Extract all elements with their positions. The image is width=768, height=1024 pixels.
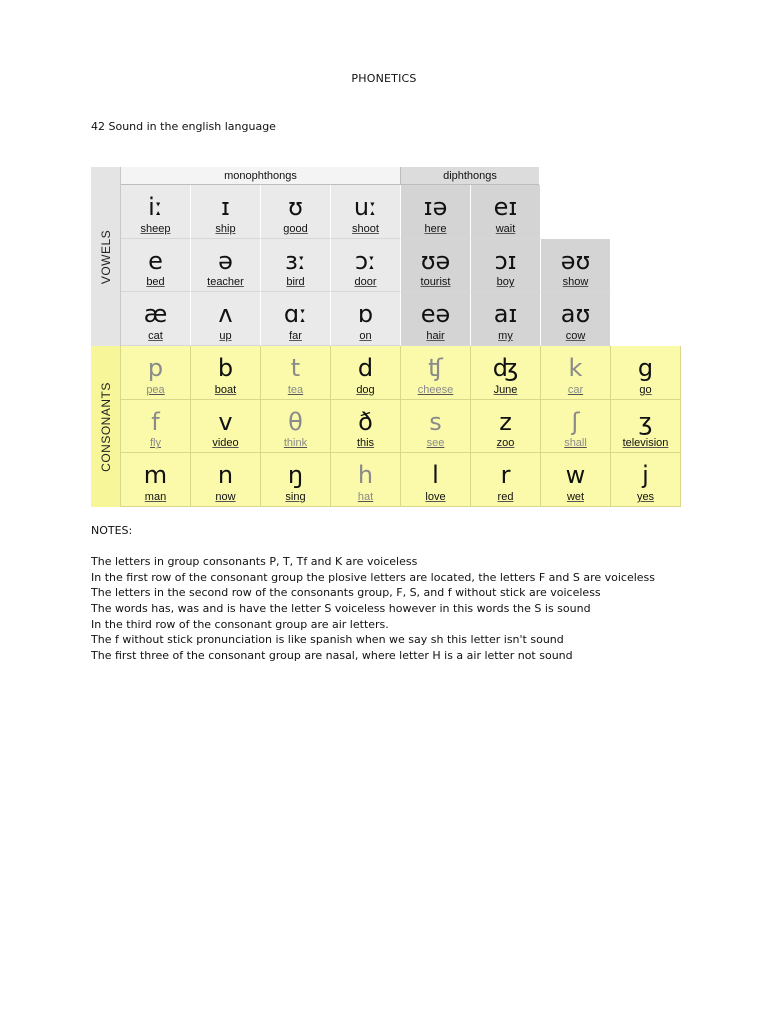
example-word: cheese — [417, 383, 454, 396]
consonant-cell — [471, 400, 541, 454]
example-word: yes — [636, 491, 655, 504]
example-word: dog — [356, 383, 375, 396]
phoneme-symbol: t — [290, 354, 301, 382]
example-word: now — [215, 491, 236, 504]
example-word: tea — [287, 383, 304, 396]
diphthong-cell — [471, 185, 541, 239]
note-line: The letters in group consonants P, T, Tf and K are voiceless — [91, 555, 418, 569]
example-word: ship — [215, 222, 236, 235]
phoneme-symbol: z — [499, 407, 512, 436]
phoneme-symbol: ʧ — [428, 354, 443, 382]
phoneme-symbol: g — [637, 354, 654, 382]
phoneme-symbol: ɪə — [423, 193, 448, 221]
monophthong-cell — [121, 239, 191, 293]
phoneme-symbol: ʌ — [218, 300, 233, 329]
example-word: bird — [286, 276, 305, 289]
example-word: car — [567, 383, 584, 396]
example-word: up — [219, 330, 232, 343]
phoneme-symbol: aʊ — [560, 300, 591, 329]
phoneme-symbol: l — [432, 461, 439, 490]
phoneme-symbol: k — [568, 354, 583, 382]
phoneme-symbol: f — [151, 407, 160, 436]
diphthong-cell — [541, 239, 611, 293]
example-word: cow — [565, 330, 586, 343]
example-word: June — [493, 383, 518, 396]
example-word: shall — [564, 437, 587, 450]
note-line: In the third row of the consonant group are air letters. — [91, 617, 389, 631]
consonant-cell — [401, 400, 471, 454]
diphthong-cell — [471, 292, 541, 346]
phoneme-symbol: æ — [143, 300, 168, 329]
phoneme-symbol: n — [217, 461, 234, 490]
phoneme-symbol: ʒ — [638, 407, 653, 436]
phoneme-symbol: j — [642, 461, 649, 490]
example-word: here — [424, 222, 447, 235]
phoneme-symbol: h — [357, 461, 374, 490]
phoneme-symbol: ʃ — [571, 407, 580, 436]
note-line: The first three of the consonant group are nasal, where letter H is a air letter not sound — [91, 648, 573, 662]
consonant-cell — [401, 453, 471, 507]
phonemic-chart — [91, 167, 679, 507]
consonant-cell — [541, 453, 611, 507]
example-word: door — [354, 276, 377, 289]
phoneme-symbol: aɪ — [493, 300, 518, 329]
monophthong-cell — [191, 239, 261, 293]
example-word: love — [425, 491, 446, 504]
phoneme-symbol: s — [429, 407, 442, 436]
example-word: on — [359, 330, 372, 343]
example-word: good — [283, 222, 308, 235]
example-word: far — [289, 330, 302, 343]
consonant-cell — [611, 453, 681, 507]
monophthong-cell — [191, 185, 261, 239]
example-word: show — [562, 276, 589, 289]
phoneme-symbol: ɒ — [357, 300, 374, 329]
consonant-cell — [541, 346, 611, 400]
example-word: shoot — [352, 222, 379, 235]
document-title: PHONETICS — [351, 72, 417, 85]
monophthong-cell — [331, 239, 401, 293]
example-word: zoo — [496, 437, 515, 450]
example-word: hair — [426, 330, 445, 343]
example-word: hat — [357, 491, 374, 504]
monophthong-cell — [121, 185, 191, 239]
monophthong-cell — [191, 292, 261, 346]
consonant-cell — [331, 400, 401, 454]
consonant-cell — [121, 453, 191, 507]
example-word: tourist — [420, 276, 451, 289]
notes-heading: NOTES: — [91, 524, 133, 537]
consonant-cell — [261, 346, 331, 400]
vowels-side-label — [91, 167, 121, 346]
header-monophthongs: monophthongs — [121, 167, 401, 185]
example-word: bed — [146, 276, 165, 289]
phoneme-symbol: ð — [358, 407, 373, 436]
example-word: sing — [285, 491, 306, 504]
example-word: fly — [150, 437, 161, 450]
phoneme-symbol: ɔɪ — [494, 246, 517, 275]
monophthong-cell — [261, 185, 331, 239]
example-word: wait — [495, 222, 516, 235]
consonant-cell — [191, 346, 261, 400]
phoneme-symbol: ʊ — [288, 193, 303, 221]
phoneme-symbol: r — [500, 461, 511, 490]
example-word: boy — [496, 276, 515, 289]
diphthong-cell — [541, 292, 611, 346]
consonant-cell — [611, 346, 681, 400]
monophthong-cell — [121, 292, 191, 346]
consonant-cell — [331, 453, 401, 507]
example-word: my — [498, 330, 513, 343]
consonant-cell — [261, 453, 331, 507]
diphthong-cell — [401, 185, 471, 239]
phoneme-symbol: uː — [353, 193, 378, 221]
phoneme-symbol: ə — [218, 246, 233, 275]
consonants-label: CONSONANTS — [98, 381, 113, 472]
example-word: go — [639, 383, 652, 396]
example-word: television — [622, 437, 669, 450]
notes-section — [91, 523, 731, 663]
phoneme-symbol: w — [565, 461, 586, 490]
phoneme-symbol: eə — [420, 300, 451, 329]
phoneme-symbol: ɑː — [283, 300, 308, 329]
consonant-cell — [471, 453, 541, 507]
monophthong-cell — [261, 239, 331, 293]
phoneme-symbol: d — [357, 354, 374, 382]
example-word: red — [497, 491, 514, 504]
header-diphthongs: diphthongs — [401, 167, 539, 185]
phoneme-symbol: iː — [148, 193, 163, 221]
phoneme-symbol: ʤ — [492, 354, 519, 382]
phoneme-symbol: e — [148, 246, 163, 275]
consonant-cell — [121, 400, 191, 454]
note-line: The letters in the second row of the consonants group, F, S, and f without stick are voiceless — [91, 586, 601, 600]
phoneme-symbol: v — [218, 407, 233, 436]
phoneme-symbol: p — [147, 354, 164, 382]
phoneme-symbol: ɜː — [285, 246, 306, 275]
diphthong-cell — [401, 239, 471, 293]
phoneme-symbol: m — [143, 461, 168, 490]
example-word: pea — [146, 383, 165, 396]
phoneme-symbol: ʊə — [420, 246, 451, 275]
monophthong-cell — [331, 292, 401, 346]
phoneme-symbol: ɔː — [354, 246, 377, 275]
example-word: boat — [214, 383, 237, 396]
vowels-label: VOWELS — [98, 229, 113, 284]
consonant-cell — [261, 400, 331, 454]
phoneme-symbol: əʊ — [560, 246, 591, 275]
consonant-cell — [331, 346, 401, 400]
phoneme-symbol: θ — [288, 407, 303, 436]
example-word: cat — [148, 330, 163, 343]
document-subtitle: 42 Sound in the english language — [91, 120, 276, 133]
note-line: In the first row of the consonant group the plosive letters are located, the letters F and S are voiceless — [91, 570, 656, 584]
example-word: think — [283, 437, 308, 450]
phoneme-symbol: ɪ — [221, 193, 230, 221]
example-word: this — [356, 437, 375, 450]
monophthong-cell — [331, 185, 401, 239]
example-word: man — [144, 491, 167, 504]
consonant-cell — [541, 400, 611, 454]
consonant-cell — [191, 400, 261, 454]
example-word: teacher — [207, 276, 244, 289]
consonants-side-label — [91, 346, 121, 507]
diphthong-cell — [471, 239, 541, 293]
diphthong-cell — [401, 292, 471, 346]
example-word: video — [212, 437, 239, 450]
example-word: see — [426, 437, 445, 450]
phoneme-symbol: ŋ — [287, 461, 304, 490]
note-line: The words has, was and is have the letter S voiceless however in this words the S is sound — [91, 601, 591, 615]
monophthong-cell — [261, 292, 331, 346]
phoneme-symbol: b — [217, 354, 234, 382]
consonant-cell — [471, 346, 541, 400]
consonant-cell — [401, 346, 471, 400]
consonant-cell — [611, 400, 681, 454]
note-line: The f without stick pronunciation is like spanish when we say sh this letter isn't sound — [91, 633, 564, 647]
example-word: wet — [566, 491, 585, 504]
consonant-cell — [191, 453, 261, 507]
phoneme-symbol: eɪ — [493, 193, 518, 221]
example-word: sheep — [140, 222, 171, 235]
consonant-cell — [121, 346, 191, 400]
